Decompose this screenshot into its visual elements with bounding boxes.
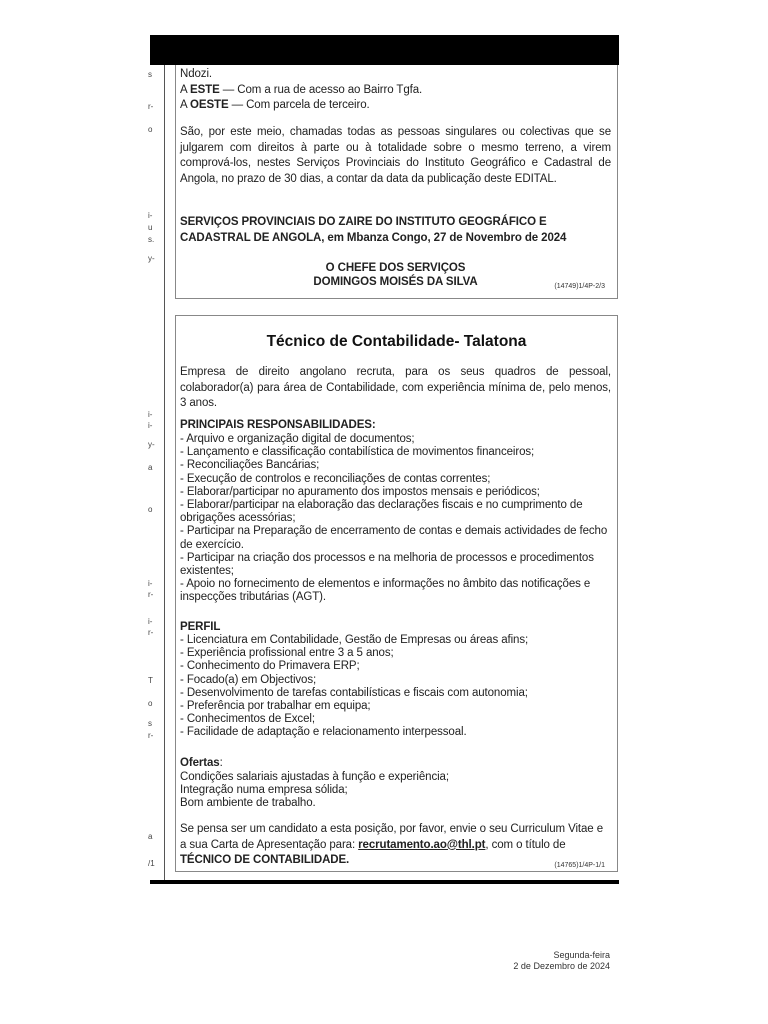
margin-fragment: r-: [148, 731, 154, 740]
margin-fragment: r-: [148, 590, 154, 599]
ad-reference: (14765)1/4P-1/1: [554, 862, 605, 869]
margin-fragment: r-: [148, 102, 154, 111]
responsibility-item: - Participar na criação dos processos e na melhoria de processos e procedimentos existentes;: [180, 551, 594, 578]
margin-fragment: o: [148, 125, 153, 134]
profile-item: - Experiência profissional entre 3 a 5 anos;: [180, 647, 394, 660]
margin-fragment: o: [148, 699, 153, 708]
margin-fragment: u: [148, 223, 153, 232]
profile-heading: PERFIL: [180, 621, 221, 633]
responsibility-item: - Elaborar/participar no apuramento dos impostos mensais e periódicos;: [180, 485, 540, 498]
notice-paragraph: São, por este meio, chamadas todas as pessoas singulares ou colectivas que se julgarem com direitos à parte ou à totalidade sobre o mesmo terreno, a virem comprová-los, nestes Serviços Provinciais do Instituto Geográfico e Cadastral de Angola, no prazo de 30 dias, a contar da data da publicação deste EDITAL.: [180, 126, 611, 185]
job-title: Técnico de Contabilidade- Talatona: [266, 333, 527, 350]
margin-fragment: s.: [148, 235, 155, 244]
offer-item: Condições salariais ajustadas à função e experiência;: [180, 771, 449, 783]
responsibility-item: - Lançamento e classificação contabilística de movimentos financeiros;: [180, 446, 535, 459]
application-instructions: Se pensa ser um candidato a esta posição, por favor, envie o seu Curriculum Vitae e a sua Carta de Apresentação para: recrutamento.ao@thl.pt, com o título de TÉCNICO DE CONTABILIDADE.: [180, 823, 603, 867]
column-divider: [164, 65, 165, 884]
page-bottom-bar: [150, 880, 619, 884]
margin-fragment: i-: [148, 211, 153, 220]
notice-reference: (14749)1/4P-2/3: [554, 283, 605, 290]
margin-fragment: i-: [148, 617, 153, 626]
profile-item: - Focado(a) em Objectivos;: [180, 673, 317, 686]
offer-item: Integração numa empresa sólida;: [180, 784, 348, 797]
margin-fragment: s: [148, 719, 152, 728]
margin-fragment: y-: [148, 254, 155, 263]
page-header-bar: [150, 35, 619, 65]
boundary-east: A ESTE — Com a rua de acesso ao Bairro Tgfa.: [180, 83, 423, 96]
responsibility-item: - Reconciliações Bancárias;: [180, 459, 320, 472]
margin-fragment: i-: [148, 410, 153, 419]
margin-fragment: a: [148, 832, 153, 841]
boundary-north: Ndozi.: [180, 68, 212, 80]
profile-item: - Desenvolvimento de tarefas contabilísticas e fiscais com autonomia;: [180, 686, 528, 699]
recruitment-email-link[interactable]: recrutamento.ao@thl.pt: [358, 838, 486, 851]
footer-weekday: Segunda-feira: [553, 950, 610, 960]
margin-fragment: o: [148, 505, 153, 514]
margin-fragment: i-: [148, 421, 153, 430]
responsibility-item: - Participar na Preparação de encerramento de contas e demais actividades de fecho de exercício.: [180, 525, 608, 551]
previous-column-fragments: [144, 0, 158, 880]
signer-name: DOMINGOS MOISÉS DA SILVA: [313, 276, 478, 288]
margin-fragment: /1: [148, 859, 155, 868]
profile-item: - Preferência por trabalhar em equipa;: [180, 700, 371, 713]
offer-item: Bom ambiente de trabalho.: [180, 797, 316, 810]
offers-heading: Ofertas:: [180, 757, 223, 769]
responsibilities-heading: PRINCIPAIS RESPONSABILIDADES:: [180, 419, 376, 431]
margin-fragment: T: [148, 676, 153, 685]
responsibility-item: - Arquivo e organização digital de documentos;: [180, 433, 415, 445]
boundary-lines: [180, 67, 611, 114]
application-subject: TÉCNICO DE CONTABILIDADE.: [180, 854, 350, 867]
profile-item: - Licenciatura em Contabilidade, Gestão de Empresas ou áreas afins;: [180, 634, 529, 646]
boundary-west: A OESTE — Com parcela de terceiro.: [180, 99, 370, 112]
responsibilities-list: [180, 433, 611, 605]
job-intro: Empresa de direito angolano recruta, para os seus quadros de pessoal, colaborador(a) para área de Contabilidade, com experiência mínima de, pelo menos, 3 anos.: [180, 366, 611, 410]
offers-list: [180, 771, 611, 811]
edital-notice: [175, 65, 618, 299]
signer-title: O CHEFE DOS SERVIÇOS: [325, 262, 466, 274]
margin-fragment: i-: [148, 579, 153, 588]
profile-item: - Facilidade de adaptação e relacionamento interpessoal.: [180, 726, 467, 739]
page-footer: [513, 950, 610, 972]
margin-fragment: a: [148, 463, 153, 472]
responsibility-item: - Execução de controlos e reconciliações de contas correntes;: [180, 472, 491, 485]
responsibility-item: - Apoio no fornecimento de elementos e informações no âmbito das notificações e inspecções tributárias (AGT).: [180, 578, 591, 604]
responsibility-item: - Elaborar/participar na elaboração das declarações fiscais e no cumprimento de obrigações acessórias;: [180, 499, 583, 525]
profile-list: [180, 634, 611, 740]
margin-fragment: r-: [148, 628, 154, 637]
profile-item: - Conhecimento do Primavera ERP;: [180, 660, 360, 673]
footer-date: 2 de Dezembro de 2024: [513, 961, 610, 971]
profile-item: - Conhecimentos de Excel;: [180, 713, 315, 726]
job-ad: [175, 315, 618, 872]
margin-fragment: s: [148, 70, 152, 79]
margin-fragment: y-: [148, 440, 155, 449]
notice-signature-place: SERVIÇOS PROVINCIAIS DO ZAIRE DO INSTITUTO GEOGRÁFICO E CADASTRAL DE ANGOLA, em Mbanza Congo, 27 de Novembro de 2024: [180, 216, 567, 244]
